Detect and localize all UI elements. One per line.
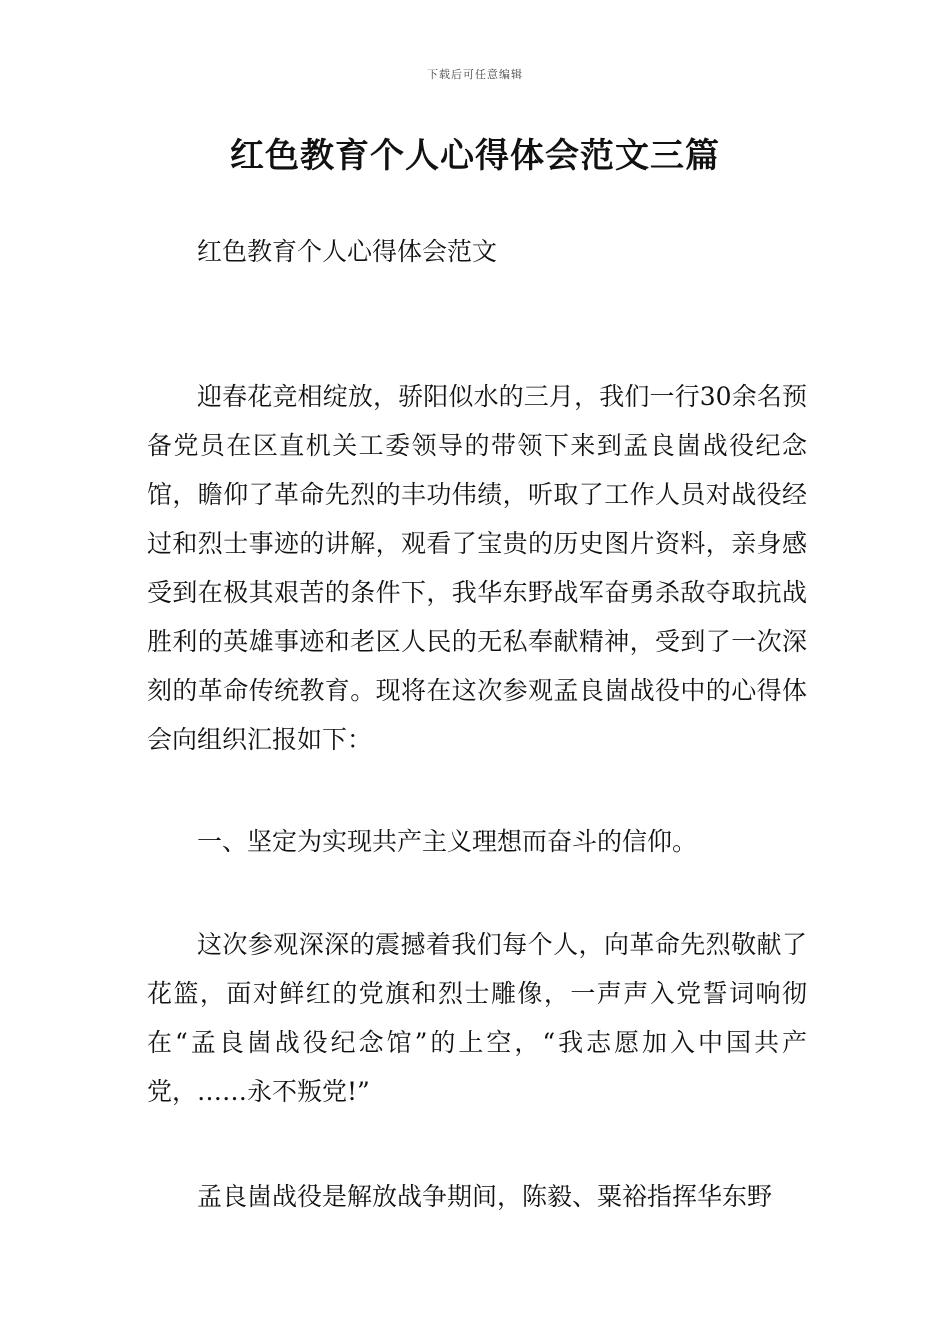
page-title: 红色教育个人心得体会范文三篇	[230, 136, 720, 176]
body-paragraph-2: 这次参观深深的震撼着我们每个人，向革命先烈敬献了花篮，面对鲜红的党旗和烈士雕像，一声声入党誓词响彻在“孟良崮战役纪念馆”的上空，“我志愿加入中国共产党，……永不叛党!”	[147, 930, 807, 1106]
header-note: 下载后可任意编辑	[427, 68, 523, 81]
section-heading-1: 一、坚定为实现共产主义理想而奋斗的信仰。	[197, 827, 698, 856]
document-subtitle: 红色教育个人心得体会范文	[197, 237, 498, 266]
body-paragraph-1: 迎春花竞相绽放，骄阳似水的三月，我们一行30余名预备党员在区直机关工委领导的带领下来到孟良崮战役纪念馆，瞻仰了革命先烈的丰功伟绩，听取了工作人员对战役经过和烈士事迹的讲解，观看了宝贵的历史图片资料，亲身感受到在极其艰苦的条件下，我华东野战军奋勇杀敌夺取抗战胜利的英雄事迹和老区人民的无私奉献精神，受到了一次深刻的革命传统教育。现将在这次参观孟良崮战役中的心得体会向组织汇报如下：	[147, 382, 807, 754]
body-paragraph-3: 孟良崮战役是解放战争期间，陈毅、粟裕指挥华东野	[197, 1182, 773, 1211]
